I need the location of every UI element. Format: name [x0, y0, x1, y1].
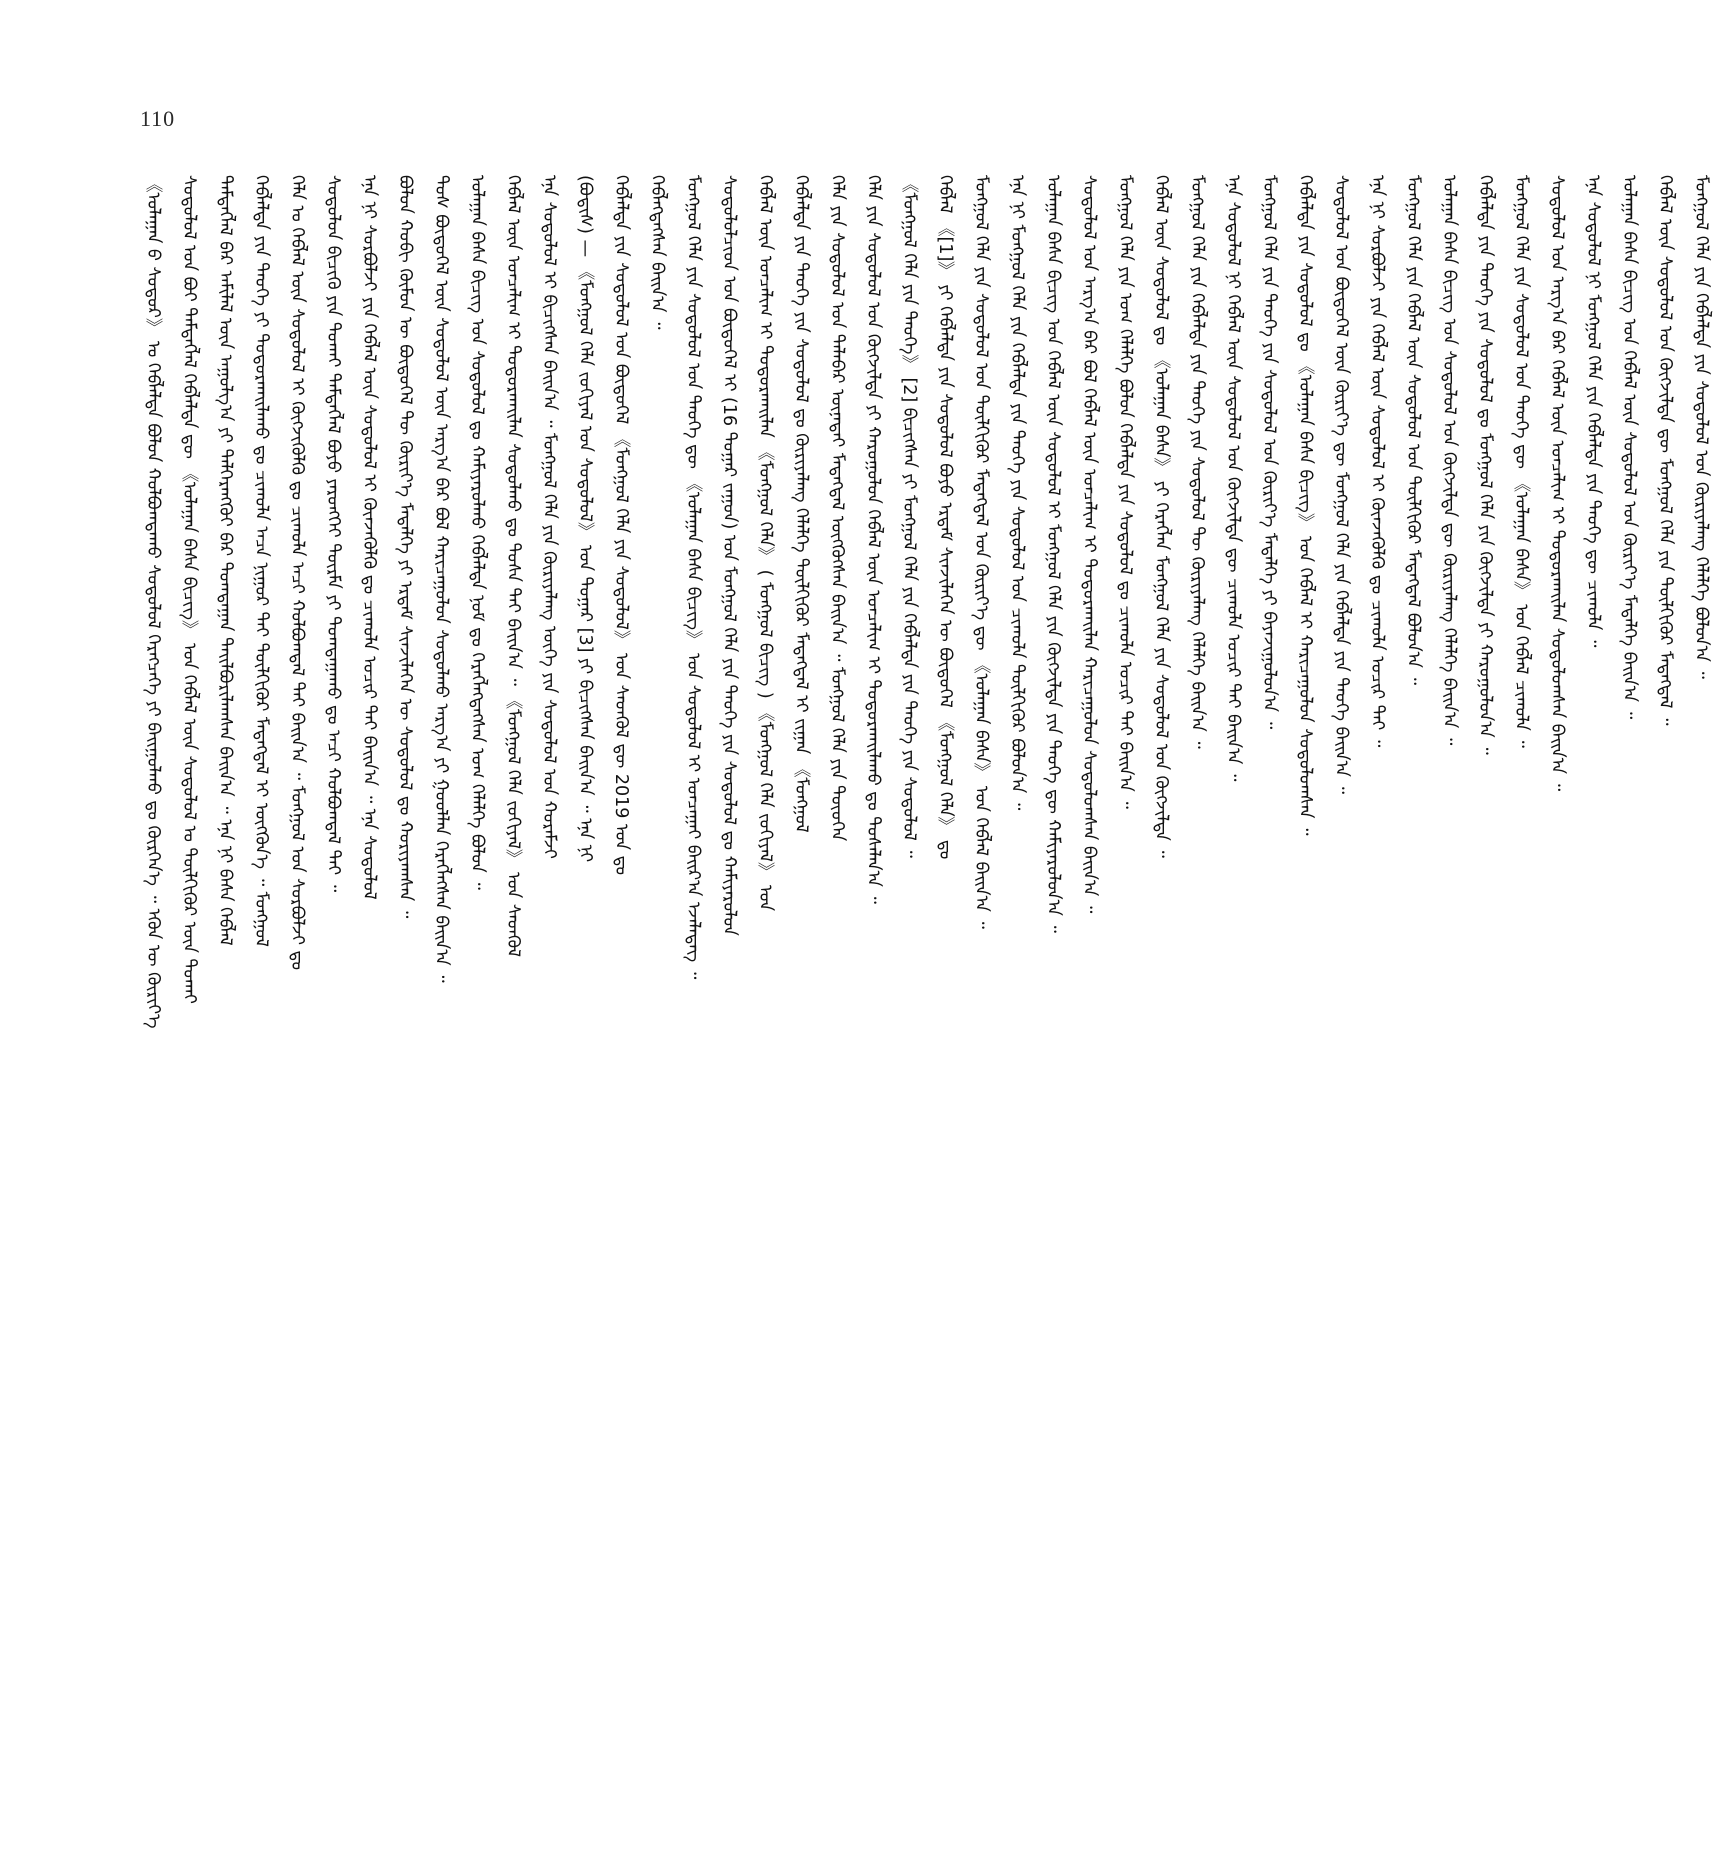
- text-column: ᠬᠡᠪᠯᠡᠯ ᠦᠨ ᠰᠤᠳᠤᠯᠤᠯ ᠳᠤ 《ᠤᠯᠠᠭᠠᠨ ᠪᠠᠰᠠ》 ᠶᠢ ᠬᠡᠷᠡᠭᠯᠡᠨ ᠮᠣᠩᠭᠣᠯ ᠬᠡᠯᠡ ᠶᠢᠨ ᠰᠤᠳᠤᠯᠤᠯ ᠤᠨ ᠬᠥᠭᠵᠢᠯᠲᠡ ᠃: [1151, 175, 1171, 858]
- text-column: (ᠪᠣᠳᠢᠰ) — 《ᠮᠣᠩᠭᠣᠯ ᠬᠡᠯᠡ ᠵᠣᠬᠢᠶᠠᠯ ᠤᠨ ᠰᠤᠳᠤᠯᠤᠯ》 ᠤᠨ ᠳᠤᠭᠠᠷ [3] ᠶᠢ ᠪᠢᠴᠢᠭᠰᠡᠨ ᠪᠠᠢᠨ᠎ᠠ ᠃ ᠡᠨᠡ ᠨᠢ: [575, 175, 595, 863]
- text-column: ᠤᠯᠠᠭᠠᠨ ᠪᠠᠰᠠ ᠪᠢᠴᠢᠭ ᠤᠨ ᠬᠡᠪᠯᠡᠯ ᠦᠨ ᠰᠤᠳᠤᠯᠤᠯ ᠤᠨ ᠬᠦᠷᠢᠶ᠎ᠡ ᠮᠡᠳᠡᠯᠭᠡ ᠪᠠᠢᠨ᠎ᠠ ᠃: [1619, 175, 1639, 720]
- text-column: ᠪᠤᠯᠤᠨ ᠬᠤᠪᠢ ᠬᠦᠮᠦᠨ ᠦ ᠪᠦᠲᠦᠭᠡᠯ ᠲᠦ ᠬᠦᠷᠢᠶ᠎ᠡ ᠮᠡᠳᠡᠯᠭᠡ ᠶᠢ ᠡᠷᠳᠡᠮ ᠰᠢᠨᠵᠢᠯᠡᠭᠡᠨ ᠦ ᠰᠤᠳᠤᠯᠤᠯ ᠳᠤ ᠬᠤᠷᠢᠶᠠᠭᠰᠠᠨ ᠃: [395, 175, 415, 919]
- text-column: 《ᠤᠯᠠᠭᠠᠨ ᠪ ᠰᠣᠳᠤᠷ》 ᠤ ᠬᠡᠪᠯᠡᠯᠲᠡ ᠪᠣᠯᠣᠨ ᠬᠣᠯᠪᠣᠭᠳᠠᠬᠤ ᠰᠤᠳᠤᠯᠤᠯ ᠬᠡᠷᠡᠭᠴᠡᠭᠡ ᠶᠢ ᠪᠠᠢᠭᠤᠯᠬᠤ ᠳᠤ ᠬᠦᠷᠭᠡᠨ᠎ᠡ ᠃ ᠡᠭᠦᠨ ᠦ ᠬᠦᠷᠢᠶ᠎ᠡ: [143, 175, 163, 1029]
- text-column: ᠡᠨᠡ ᠰᠤᠳᠤᠯᠤᠯ ᠢ ᠪᠢᠴᠢᠭᠰᠡᠨ ᠪᠠᠢᠨ᠎ᠠ ᠃ ᠮᠣᠩᠭᠣᠯ ᠬᠡᠯᠡ ᠶᠢᠨ ᠬᠦᠷᠢᠶᠡᠯᠡᠩ ᠦᠭᠡ ᠶᠢᠨ ᠰᠤᠳᠤᠯᠤᠯ ᠤᠨ ᠬᠤᠷᠠᠮᠵᠢ: [539, 175, 559, 859]
- text-column: ᠡᠨᠡ ᠨᠢ ᠰᠤᠷᠪᠤᠯᠵᠢ ᠶᠢᠨ ᠬᠡᠪᠯᠡᠯ ᠦᠨ ᠰᠤᠳᠤᠯᠤᠯ ᠢ ᠭᠦᠨᠵᠡᠭᠦᠯᠬᠦ ᠳᠤ ᠴᠢᠬᠤᠯᠠ ᠤᠴᠢᠷ ᠲᠠᠢ ᠃: [1367, 175, 1387, 748]
- text-column: ᠮᠣᠩᠭᠣᠯ ᠬᠡᠯᠡ ᠶᠢᠨ ᠰᠤᠳᠤᠯᠤᠯ ᠤᠨ ᠲᠦᠯᠬᠢᠭᠦᠷ ᠮᠡᠳᠡᠭᠳᠡᠯ ᠤᠨ ᠬᠦᠷᠢᠶ᠎ᠡ ᠳᠦ 《ᠤᠯᠠᠭᠠᠨ ᠪᠠᠰᠠ》 ᠤᠨ ᠬᠡᠪᠯᠡᠯ ᠪᠠᠢᠨ᠎ᠠ ᠃: [971, 175, 991, 929]
- text-column: ᠬᠡᠪᠯᠡᠯ ᠦᠨ ᠰᠤᠳᠤᠯᠤᠯ ᠤᠨ ᠬᠥᠭᠵᠢᠯᠲᠡ ᠳᠦ ᠮᠣᠩᠭᠣᠯ ᠬᠡᠯᠡ ᠶᠢᠨ ᠲᠦᠯᠬᠢᠭᠦᠷ ᠮᠡᠳᠡᠭᠳᠡᠯ ᠃: [1655, 175, 1675, 726]
- text-column: ᠡᠨᠡ ᠰᠤᠳᠤᠯᠤᠯ ᠨᠢ ᠬᠡᠪᠯᠡᠯ ᠦᠨ ᠰᠤᠳᠤᠯᠤᠯ ᠤᠨ ᠬᠥᠭᠵᠢᠯᠲᠡ ᠳᠦ ᠴᠢᠬᠤᠯᠠ ᠤᠴᠢᠷ ᠲᠠᠢ ᠪᠠᠢᠨ᠎ᠠ ᠃: [1223, 175, 1243, 782]
- body-text: [135, 175, 1711, 1790]
- text-column: ᠬᠡᠪᠯᠡᠯᠲᠡ ᠶᠢᠨ ᠲᠡᠦᠬᠡ ᠶᠢ ᠲᠣᠳᠤᠷᠬᠠᠢᠯᠠᠬᠤ ᠳᠤ ᠴᠢᠬᠤᠯᠠ ᠠᠴᠠ ᠨᠢᠭᠤᠷ ᠲᠡᠢ ᠲᠦᠯᠬᠢᠭᠦᠷ ᠮᠡᠳᠡᠭᠳᠡᠯ ᠢ ᠦᠭᠭᠦᠨ᠎ᠡ ᠃ ᠮᠣᠩᠭᠣᠯ: [251, 175, 271, 947]
- text-column: ᠮᠣᠩᠭᠣᠯ ᠬᠡᠯᠡ ᠶᠢᠨ ᠤᠭ ᠬᠡᠯᠡᠯᠭᠡ ᠪᠣᠯᠤᠨ ᠬᠡᠪᠯᠡᠯᠲᠡ ᠶᠢᠨ ᠰᠤᠳᠤᠯᠤᠯ ᠳᠤ ᠴᠢᠬᠤᠯᠠ ᠤᠴᠢᠷ ᠲᠠᠢ ᠪᠠᠢᠨ᠎ᠠ ᠃: [1115, 175, 1135, 809]
- text-column: ᠰᠤᠳᠤᠯᠤᠯ ᠤᠨ ᠪᠦᠲᠦᠭᠡᠯ ᠦᠨ ᠬᠦᠷᠢᠶ᠎ᠡ ᠳᠦ ᠮᠣᠩᠭᠣᠯ ᠬᠡᠯᠡ ᠶᠢᠨ ᠬᠡᠪᠯᠡᠯᠲᠡ ᠶᠢᠨ ᠲᠡᠦᠬᠡ ᠪᠠᠢᠨ᠎ᠠ ᠃: [1331, 175, 1351, 794]
- text-column: ᠡᠨᠡ ᠰᠤᠳᠤᠯᠤᠯ ᠨᠢ ᠮᠣᠩᠭᠣᠯ ᠬᠡᠯᠡ ᠶᠢᠨ ᠬᠡᠪᠯᠡᠯᠲᠡ ᠶᠢᠨ ᠲᠡᠦᠬᠡ ᠳᠦ ᠴᠢᠬᠤᠯᠠ ᠃: [1583, 175, 1603, 648]
- text-column: ᠬᠡᠪᠯᠡᠯᠲᠡ ᠶᠢᠨ ᠰᠤᠳᠤᠯᠤᠯ ᠤᠨ ᠪᠦᠲᠦᠭᠡᠯ 《ᠮᠣᠩᠭᠣᠯ ᠬᠡᠯᠡ ᠶᠢᠨ ᠰᠤᠳᠤᠯᠤᠯ》 ᠤᠨ ᠰᠡᠳᠬᠦᠯ ᠳᠦ 2019 ᠣᠨ ᠳᠤ: [611, 175, 631, 876]
- text-column: ᠮᠣᠩᠭᠣᠯ ᠬᠡᠯᠡ ᠶᠢᠨ ᠰᠤᠳᠤᠯᠤᠯ ᠤᠨ ᠲᠡᠦᠬᠡ ᠳᠦ 《ᠤᠯᠠᠭᠠᠨ ᠪᠠᠰᠠ》 ᠤᠨ ᠬᠡᠪᠯᠡᠯ ᠴᠢᠬᠤᠯᠠ ᠃: [1511, 175, 1531, 748]
- text-column: ᠲᠡᠮᠳᠡᠭᠯᠡᠯ ᠪᠠᠷ ᠠᠮᠢᠯᠠᠯ ᠦᠨ ᠠᠭᠤᠯᠭ᠎ᠠ ᠶᠢ ᠳᠡᠯᠭᠡᠷᠡᠩᠭᠦᠢ ᠪᠡᠷ ᠲᠣᠭᠲᠠᠭᠠᠨ ᠲᠠᠢᠯᠪᠤᠷᠢᠯᠠᠭᠰᠠᠨ ᠪᠠᠢᠨ᠎ᠠ ᠃ ᠡᠨᠡ ᠨᠢ ᠪᠠᠰᠠ ᠬᠡᠪᠯᠡᠯ: [215, 175, 235, 946]
- text-column: ᠤᠯᠠᠭᠠᠨ ᠪᠠᠰᠠ ᠪᠢᠴᠢᠭ ᠤᠨ ᠰᠤᠳᠤᠯᠤᠯ ᠳᠤ ᠬᠠᠮᠢᠶᠠᠷᠤᠯᠬᠤ ᠬᠡᠪᠯᠡᠯᠲᠡ ᠨᠣᠮ ᠳᠤ ᠬᠡᠷᠡᠭᠯᠡᠭᠳᠡᠭᠰᠡᠨ ᠤᠭ ᠬᠡᠯᠡᠯᠭᠡ ᠪᠣᠯᠤᠨ ᠃: [467, 175, 487, 890]
- text-column: 《ᠮᠣᠩᠭᠣᠯ ᠬᠡᠯᠡ ᠶᠢᠨ ᠲᠡᠦᠬᠡ》 [2] ᠪᠢᠴᠢᠭᠰᠡᠨ ᠶᠢ ᠮᠣᠩᠭᠣᠯ ᠬᠡᠯᠡ ᠶᠢᠨ ᠬᠡᠪᠯᠡᠯᠲᠡ ᠶᠢᠨ ᠲᠡᠦᠬᠡ ᠶᠢᠨ ᠰᠤᠳᠤᠯᠤᠯ ᠃: [899, 175, 919, 858]
- text-column: ᠲᠤᠰ ᠪᠦᠲᠦᠭᠡᠯ ᠦᠨ ᠰᠤᠳᠤᠯᠤᠯ ᠦᠨ ᠠᠷᠭ᠎ᠠ ᠪᠠᠷ ᠪᠤᠯ ᠬᠠᠷᠢᠴᠠᠭᠤᠯᠤᠨ ᠰᠤᠳᠤᠯᠬᠤ ᠠᠷᠭ᠎ᠠ ᠶᠢ ᠭᠣᠣᠯᠯᠠᠨ ᠬᠡᠷᠡᠭᠯᠡᠭᠰᠡᠨ ᠪᠠᠢᠨ᠎ᠠ ᠃: [431, 175, 451, 983]
- text-column: ᠡᠨᠡ ᠨᠢ ᠮᠣᠩᠭᠣᠯ ᠬᠡᠯᠡ ᠶᠢᠨ ᠬᠡᠪᠯᠡᠯᠲᠡ ᠶᠢᠨ ᠲᠡᠦᠬᠡ ᠶᠢᠨ ᠰᠤᠳᠤᠯᠤᠯ ᠤᠨ ᠴᠢᠬᠤᠯᠠ ᠲᠦᠯᠬᠢᠭᠦᠷ ᠪᠣᠯᠤᠨ᠎ᠠ ᠃: [1007, 175, 1027, 811]
- text-column: ᠬᠡᠪᠯᠡᠯ ᠦᠨ ᠣᠨᠴᠠᠯᠢᠭ ᠢ ᠲᠣᠳᠤᠷᠬᠠᠢᠯᠠᠨ 《ᠮᠣᠩᠭᠣᠯ ᠬᠡᠯᠡ》 ( ᠮᠣᠩᠭᠣᠯ ᠪᠢᠴᠢᠭ ) 《ᠮᠣᠩᠭᠣᠯ ᠬᠡᠯᠡ ᠵᠣᠬᠢᠶᠠᠯ》 ᠤᠨ: [755, 175, 775, 912]
- text-column: ᠮᠣᠩᠭᠣᠯ ᠬᠡᠯᠡ ᠶᠢᠨ ᠬᠡᠪᠯᠡᠯᠲᠡ ᠶᠢᠨ ᠰᠤᠳᠤᠯᠤᠯ ᠤᠨ ᠬᠦᠷᠢᠶᠡᠯᠡᠩ ᠬᠡᠯᠡᠯᠭᠡ ᠪᠣᠯᠤᠨ᠎ᠠ ᠃: [1691, 175, 1711, 679]
- text-column: ᠬᠡᠪᠯᠡᠭᠳᠡᠭᠰᠡᠨ ᠪᠠᠢᠨ᠎ᠠ ᠃: [647, 175, 667, 330]
- text-column: ᠮᠣᠩᠭᠣᠯ ᠬᠡᠯᠡ ᠶᠢᠨ ᠲᠡᠦᠬᠡ ᠶᠢᠨ ᠰᠤᠳᠤᠯᠤᠯ ᠤᠨ ᠬᠦᠷᠢᠶ᠎ᠡ ᠮᠡᠳᠡᠯᠭᠡ ᠶᠢ ᠪᠠᠶᠠᠵᠢᠭᠤᠯᠤᠨ᠎ᠠ ᠃: [1259, 175, 1279, 730]
- text-column: ᠤᠯᠠᠭᠠᠨ ᠪᠠᠰᠠ ᠪᠢᠴᠢᠭ ᠤᠨ ᠰᠤᠳᠤᠯᠤᠯ ᠤᠨ ᠬᠥᠭᠵᠢᠯᠲᠡ ᠳᠦ ᠬᠦᠷᠢᠶᠡᠯᠡᠩ ᠬᠡᠯᠡᠯᠭᠡ ᠪᠠᠢᠨ᠎ᠠ ᠃: [1439, 175, 1459, 746]
- text-column: ᠰᠤᠳᠤᠯᠤᠯ ᠤᠨ ᠠᠷᠭ᠎ᠠ ᠪᠠᠷ ᠪᠤᠯ ᠬᠡᠪᠯᠡᠯ ᠦᠨ ᠣᠨᠴᠠᠯᠢᠭ ᠢ ᠲᠣᠳᠤᠷᠬᠠᠢᠯᠠᠨ ᠬᠠᠷᠢᠴᠠᠭᠤᠯᠤᠨ ᠰᠤᠳᠤᠯᠤᠭᠰᠠᠨ ᠪᠠᠢᠨ᠎ᠠ ᠃: [1079, 175, 1099, 914]
- text-column: ᠬᠡᠪᠯᠡᠯ ᠦᠨ ᠣᠨᠴᠠᠯᠢᠭ ᠢ ᠲᠣᠳᠤᠷᠬᠠᠢᠯᠠᠨ ᠰᠤᠳᠤᠯᠬᠤ ᠳᠤ ᠲᠤᠰᠠ ᠲᠠᠢ ᠪᠠᠢᠨ᠎ᠠ ᠃ 《ᠮᠣᠩᠭᠣᠯ ᠬᠡᠯᠡ ᠵᠣᠬᠢᠶᠠᠯ》 ᠤᠨ ᠰᠡᠳᠬᠦᠯ: [503, 175, 523, 958]
- text-column: ᠬᠡᠯᠡ ᠤ ᠬᠡᠪᠯᠡᠯ ᠦᠨ ᠰᠤᠳᠤᠯᠤᠯ ᠢ ᠬᠥᠭᠵᠢᠭᠦᠯᠬᠦ ᠳᠤ ᠴᠢᠬᠤᠯᠠ ᠠᠴᠢ ᠬᠣᠯᠪᠣᠭᠳᠠᠯ ᠲᠠᠢ ᠪᠠᠢᠨ᠎ᠠ ᠃ ᠮᠣᠩᠭᠣᠯ ᠤᠨ ᠰᠤᠷᠪᠤᠯᠵᠢ ᠳᠤ: [287, 175, 307, 971]
- text-column: ᠡᠨᠡ ᠨᠢ ᠰᠤᠷᠪᠤᠯᠵᠢ ᠶᠢᠨ ᠬᠡᠪᠯᠡᠯ ᠦᠨ ᠰᠤᠳᠤᠯᠤᠯ ᠢ ᠭᠦᠨᠵᠡᠭᠦᠯᠬᠦ ᠳᠤ ᠴᠢᠬᠤᠯᠠ ᠤᠴᠢᠷ ᠲᠠᠢ ᠪᠠᠢᠨ᠎ᠠ ᠃ ᠡᠨᠡ ᠰᠤᠳᠤᠯᠤᠯ: [359, 175, 379, 900]
- text-column: ᠮᠣᠩᠭᠣᠯ ᠬᠡᠯᠡ ᠶᠢᠨ ᠰᠤᠳᠤᠯᠤᠯ ᠤᠨ ᠲᠡᠦᠬᠡ ᠳᠦ 《ᠤᠯᠠᠭᠠᠨ ᠪᠠᠰᠠ ᠪᠢᠴᠢᠭ》 ᠤᠨ ᠰᠤᠳᠤᠯᠤᠯ ᠢ ᠣᠨᠴᠠᠭᠠᠢ ᠪᠠᠢᠷ᠎ᠠ ᠡᠵᠡᠯᠡᠳᠡᠭ ᠃: [683, 175, 703, 980]
- text-column: ᠮᠣᠩᠭᠣᠯ ᠬᠡᠯᠡ ᠶᠢᠨ ᠬᠡᠪᠯᠡᠯᠲᠡ ᠶᠢᠨ ᠲᠡᠦᠬᠡ ᠶᠢᠨ ᠰᠤᠳᠤᠯᠤᠯ ᠲᠦ ᠬᠦᠷᠢᠶᠡᠯᠡᠩ ᠬᠡᠯᠡᠯᠭᠡ ᠪᠠᠢᠨ᠎ᠠ ᠃: [1187, 175, 1207, 749]
- text-column: ᠰᠤᠳᠤᠯᠤᠨ ᠪᠢᠴᠢᠬᠦ ᠶᠢᠨ ᠲᠤᠬᠠᠢ ᠲᠡᠮᠳᠡᠭᠯᠡᠯ ᠪᠤᠶᠤ ᠶᠡᠷᠦᠩᠬᠡᠢ ᠳᠦᠷᠮᠡ ᠶᠢ ᠲᠣᠭᠲᠠᠭᠠᠬᠤ ᠳᠤ ᠠᠴᠢ ᠬᠣᠯᠪᠣᠭᠳᠠᠯ ᠲᠠᠢ ᠃: [323, 175, 343, 893]
- text-column: ᠬᠡᠯᠡ ᠶᠢᠨ ᠰᠤᠳᠤᠯᠤᠯ ᠤᠨ ᠲᠠᠯᠠᠪᠠᠷ ᠦᠨᠡᠲᠡᠢ ᠮᠡᠳᠡᠭᠳᠡᠯ ᠦᠭᠭᠦᠭᠰᠡᠨ ᠪᠠᠢᠨ᠎ᠠ ᠃ ᠮᠣᠩᠭᠣᠯ ᠬᠡᠯᠡ ᠶᠢᠨ ᠲᠦᠦᠬᠡᠨ: [827, 175, 847, 842]
- text-column: ᠬᠡᠪᠯᠡᠯᠲᠡ ᠶᠢᠨ ᠰᠤᠳᠤᠯᠤᠯ ᠳᠤ 《ᠤᠯᠠᠭᠠᠨ ᠪᠠᠰᠠ ᠪᠢᠴᠢᠭ》 ᠤᠨ ᠬᠡᠪᠯᠡᠯ ᠢ ᠬᠠᠷᠢᠴᠠᠭᠤᠯᠤᠨ ᠰᠤᠳᠤᠯᠤᠭᠰᠠᠨ ᠃: [1295, 175, 1315, 836]
- text-column: ᠬᠡᠯᠡ ᠶᠢᠨ ᠰᠤᠳᠤᠯᠤᠯ ᠤᠨ ᠬᠥᠭᠵᠢᠯᠲᠡ ᠶᠢ ᠬᠠᠷᠤᠭᠤᠯᠤᠨ ᠬᠡᠪᠯᠡᠯ ᠦᠨ ᠣᠨᠴᠠᠯᠢᠭ ᠢ ᠲᠣᠳᠤᠷᠬᠠᠢᠯᠠᠬᠤ ᠳᠤ ᠲᠤᠰᠠᠯᠠᠨ᠎ᠠ ᠃: [863, 175, 883, 904]
- text-column: ᠤᠯᠠᠭᠠᠨ ᠪᠠᠰᠠ ᠪᠢᠴᠢᠭ ᠤᠨ ᠬᠡᠪᠯᠡᠯ ᠦᠨ ᠰᠤᠳᠤᠯᠤᠯ ᠢ ᠮᠣᠩᠭᠣᠯ ᠬᠡᠯᠡ ᠶᠢᠨ ᠬᠥᠭᠵᠢᠯᠲᠡ ᠶᠢᠨ ᠲᠡᠦᠬᠡ ᠳᠦ ᠬᠠᠮᠢᠶᠠᠷᠤᠯᠤᠨ᠎ᠠ ᠃: [1043, 175, 1063, 933]
- text-column: ᠮᠣᠩᠭᠣᠯ ᠬᠡᠯᠡ ᠶᠢᠨ ᠬᠡᠪᠯᠡᠯ ᠦᠨ ᠰᠤᠳᠤᠯᠤᠯ ᠤᠨ ᠲᠦᠯᠬᠢᠭᠦᠷ ᠮᠡᠳᠡᠭᠳᠡᠯ ᠪᠣᠯᠤᠨ᠎ᠠ ᠃: [1403, 175, 1423, 685]
- text-column: ᠰᠤᠳᠤᠯᠤᠯ ᠤᠨ ᠪᠤᠶ ᠲᠡᠮᠳᠡᠭᠯᠡᠯ ᠬᠡᠪᠯᠡᠯᠲᠡ ᠳᠦ 《ᠤᠯᠠᠭᠠᠨ ᠪᠠᠰᠠ ᠪᠢᠴᠢᠭ》 ᠤᠨ ᠬᠡᠪᠯᠡᠯ ᠦᠨ ᠰᠤᠳᠤᠯᠤᠯ ᠤ ᠲᠦᠯᠬᠢᠭᠦᠷ ᠦᠨ ᠲᠤᠬᠠᠢ: [179, 175, 199, 1004]
- text-column: ᠰᠤᠳᠤᠯᠤᠯ ᠤᠨ ᠠᠷᠭ᠎ᠠ ᠪᠠᠷ ᠬᠡᠪᠯᠡᠯ ᠦᠨ ᠣᠨᠴᠠᠯᠢᠭ ᠢ ᠲᠣᠳᠤᠷᠬᠠᠢᠯᠠᠨ ᠰᠤᠳᠤᠯᠤᠭᠰᠠᠨ ᠪᠠᠢᠨ᠎ᠠ ᠃: [1547, 175, 1567, 792]
- page-number: 110: [140, 106, 176, 131]
- text-column: ᠬᠡᠪᠯᠡᠯᠲᠡ ᠶᠢᠨ ᠲᠡᠦᠬᠡ ᠶᠢᠨ ᠰᠤᠳᠤᠯᠤᠯ ᠳᠤ ᠬᠦᠷᠢᠶᠡᠯᠡᠩ ᠬᠡᠯᠡᠯᠭᠡ ᠲᠦᠯᠬᠢᠭᠦᠷ ᠮᠡᠳᠡᠭᠳᠡᠯ ᠢ ᠵᠢᠭᠠᠨ 《ᠮᠣᠩᠭᠣᠯ: [791, 175, 811, 833]
- text-column: ᠬᠡᠪᠯᠡᠯᠲᠡ ᠶᠢᠨ ᠲᠡᠦᠬᠡ ᠶᠢᠨ ᠰᠤᠳᠤᠯᠤᠯ ᠳᠤ ᠮᠣᠩᠭᠣᠯ ᠬᠡᠯᠡ ᠶᠢᠨ ᠬᠥᠭᠵᠢᠯᠲᠡ ᠶᠢ ᠬᠠᠷᠤᠭᠤᠯᠤᠨ᠎ᠠ ᠃: [1475, 175, 1495, 755]
- text-column: ᠬᠡᠪᠯᠡᠯ 《[1]》 ᠶᠢ ᠬᠡᠪᠯᠡᠯᠲᠡ ᠶᠢᠨ ᠰᠤᠳᠤᠯᠤᠯ ᠪᠤᠶᠤ ᠡᠷᠳᠡᠮ ᠰᠢᠨᠵᠢᠯᠡᠭᠡᠨ ᠦ ᠪᠦᠲᠦᠭᠡᠯ 《ᠮᠣᠩᠭᠣᠯ ᠬᠡᠯᠡ》 ᠳᠤ: [935, 175, 955, 860]
- text-column: ᠰᠤᠳᠤᠯᠤᠯᠴᠢᠳ ᠤᠨ ᠪᠦᠲᠦᠭᠡᠯ ᠢ (16 ᠳᠤᠭᠠᠷ ᠵᠠᠭᠤᠨ) ᠤᠨ ᠮᠣᠩᠭᠣᠯ ᠬᠡᠯᠡ ᠶᠢᠨ ᠲᠡᠦᠬᠡ ᠶᠢᠨ ᠰᠤᠳᠤᠯᠤᠯ ᠳᠤ ᠬᠠᠮᠢᠶᠠᠷᠤᠯᠤᠨ: [719, 175, 739, 936]
